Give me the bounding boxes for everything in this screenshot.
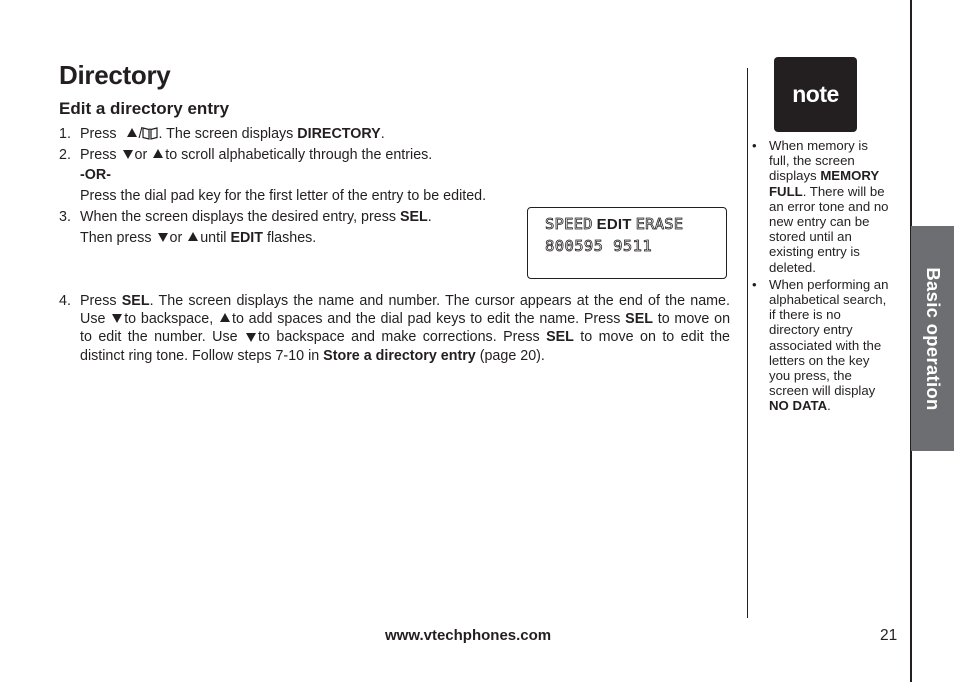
step-1-mid: . The screen displays: [158, 126, 298, 142]
step-4-p5: to move on to edit the number. Use: [80, 311, 731, 346]
step-3-post: .: [427, 209, 432, 225]
bullet: •: [752, 138, 757, 153]
bullet: •: [752, 276, 757, 292]
note-item: [752, 277, 892, 414]
up-arrow-icon: [127, 128, 137, 137]
or-label: -OR-: [80, 167, 111, 183]
section-tab-label: Basic operation: [922, 266, 944, 411]
step-1-post: .: [380, 126, 385, 142]
handset-screen: [527, 207, 727, 279]
step-4-sel3: SEL: [546, 329, 574, 346]
note-item: [752, 138, 892, 275]
footer-url: www.vtechphones.com: [385, 627, 552, 644]
step-4-p6: to backspace and make corrections. Press: [258, 329, 547, 346]
section-tab: [911, 226, 954, 451]
step-3-flashes: flashes.: [267, 230, 317, 246]
screen-menu-line: [545, 215, 683, 233]
screen-erase-option: ERASE: [635, 215, 684, 233]
step-4-text: [80, 292, 730, 365]
screen-speed-option: SPEED: [545, 215, 593, 233]
note-2-bold: NO DATA: [769, 398, 828, 414]
step-1-press: Press: [80, 126, 117, 142]
up-arrow-icon: [188, 232, 198, 241]
step-4-p7: to move on to edit the distinct ring tone. Follow steps 7-10 in: [80, 329, 731, 364]
step-2-or: or: [134, 147, 148, 163]
down-arrow-icon: [112, 314, 122, 323]
note-badge: note: [774, 57, 857, 132]
notes-list: [752, 138, 892, 416]
step-2-text: [80, 146, 432, 164]
note-1-text: When memory is full, the screen displays: [769, 138, 868, 184]
step-4-p1: Press: [80, 293, 122, 309]
down-arrow-icon: [123, 150, 133, 159]
note-1-post: . There will be an error tone and no new entry can be stored until an existing entry is deleted.: [769, 183, 889, 275]
step-3-then-press: Then press: [80, 230, 152, 246]
step-4-number: 4.: [59, 293, 71, 309]
note-1-bold: MEMORY FULL: [769, 168, 879, 199]
down-arrow-icon: [158, 233, 168, 242]
down-arrow-icon: [246, 333, 256, 342]
up-arrow-icon: [153, 149, 163, 158]
screen-number-line: 800595 9511: [545, 237, 653, 255]
sidebar-divider: [747, 68, 748, 618]
step-4-p3: to backspace,: [124, 311, 214, 328]
directory-book-icon: [142, 126, 158, 140]
step-3-or: or: [169, 230, 183, 246]
note-2-post: .: [827, 398, 831, 414]
step-2-number: 2.: [59, 147, 71, 163]
step-1-number: 1.: [59, 126, 71, 142]
step-4-p2: . The screen displays the name and number. The cursor appears at the end of the name. Use: [80, 293, 730, 328]
step-3-then: [80, 229, 316, 247]
step-3-sel: SEL: [399, 209, 428, 225]
step-4-p8: (page 20).: [475, 347, 545, 364]
page-number: 21: [880, 627, 898, 644]
note-2-text: When performing an alphabetical search, if there is no directory entry associated with the letters on the key you press, the screen will display: [769, 276, 889, 399]
section-heading: Edit a directory entry: [59, 99, 230, 118]
step-3-text: [80, 208, 432, 226]
step-3-edit: EDIT: [230, 230, 264, 246]
up-arrow-icon: [220, 313, 230, 322]
step-2-rest: to scroll alphabetically through the entries.: [165, 147, 433, 163]
step-2-press: Press: [80, 147, 117, 163]
step-2-alternative: Press the dial pad key for the first letter of the entry to be edited.: [80, 188, 487, 204]
step-4-p4: to add spaces and the dial pad keys to edit the name. Press: [231, 311, 626, 328]
step-4-sel2: SEL: [625, 311, 653, 328]
step-1-bold: DIRECTORY: [297, 126, 381, 142]
step-3-until: until: [200, 230, 227, 246]
screen-edit-option: EDIT: [596, 216, 632, 233]
page-title: Directory: [59, 60, 171, 90]
step-4-section-reference: Store a directory entry: [323, 347, 476, 364]
step-3-number: 3.: [59, 209, 71, 225]
step-1-text: Press / . The screen displays DIRECTORY.: [80, 126, 385, 142]
step-3-pre: When the screen displays the desired entry, press: [80, 209, 400, 225]
step-4-sel1: SEL: [121, 293, 150, 309]
